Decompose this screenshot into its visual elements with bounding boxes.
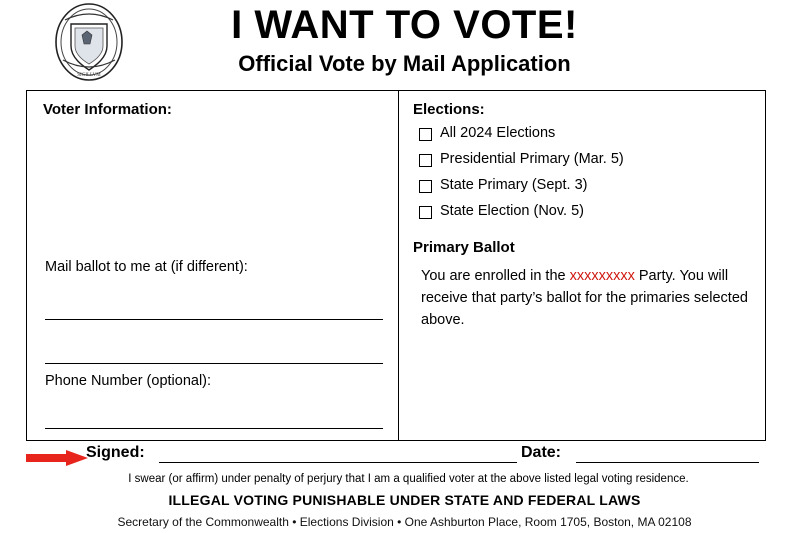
illegal-voting-warning: ILLEGAL VOTING PUNISHABLE UNDER STATE AND FEDERAL LAWS: [168, 492, 641, 508]
date-input-line[interactable]: [576, 462, 759, 463]
page-title: I WANT TO VOTE!: [231, 3, 578, 47]
checkbox-state-election[interactable]: [419, 206, 432, 219]
checkbox-label: All 2024 Elections: [440, 125, 556, 141]
checkbox-label: Presidential Primary (Mar. 5): [440, 151, 624, 167]
elections-column: [399, 91, 765, 440]
checkbox-state-primary[interactable]: [419, 180, 432, 193]
checkbox-all-2024-elections[interactable]: [419, 128, 432, 141]
checkbox-label: State Primary (Sept. 3): [440, 177, 588, 193]
date-label: Date:: [521, 444, 562, 461]
list-item[interactable]: [413, 177, 624, 194]
office-footer: Secretary of the Commonwealth • Elections Division • One Ashburton Place, Room 1705, Boston, MA 02108: [117, 515, 692, 529]
list-item[interactable]: [413, 203, 624, 220]
voter-information-column: [27, 91, 399, 440]
mail-address-line-2[interactable]: [45, 363, 383, 364]
red-arrow-icon: [26, 450, 88, 466]
party-enrollment-blank: xxxxxxxxx: [569, 268, 635, 284]
phone-number-label: Phone Number (optional):: [45, 373, 212, 389]
primary-ballot-text: [421, 265, 751, 331]
mail-ballot-address-label: Mail ballot to me at (if different):: [45, 259, 248, 275]
checkbox-label: State Election (Nov. 5): [440, 203, 584, 219]
checkbox-presidential-primary[interactable]: [419, 154, 432, 167]
application-form-box: [26, 90, 766, 441]
title-block: [0, 0, 799, 78]
list-item[interactable]: [413, 125, 624, 142]
primary-text-after: Party. You will receive that party’s ballot for the primaries selected above.: [421, 268, 748, 328]
signature-input-line[interactable]: [159, 462, 517, 463]
primary-ballot-heading: Primary Ballot: [413, 239, 515, 256]
voter-information-heading: Voter Information:: [43, 101, 172, 118]
page-subtitle: Official Vote by Mail Application: [238, 51, 571, 76]
elections-heading: Elections:: [413, 101, 485, 118]
signature-row: [26, 444, 766, 470]
elections-checklist: [413, 125, 624, 229]
list-item[interactable]: [413, 151, 624, 168]
signed-label: Signed:: [86, 444, 145, 461]
phone-number-line[interactable]: [45, 428, 383, 429]
mail-address-line-1[interactable]: [45, 319, 383, 320]
oath-statement: I swear (or affirm) under penalty of perjury that I am a qualified voter at the above listed legal voting residence.: [128, 473, 689, 485]
svg-text:SIGILLVM: SIGILLVM: [77, 73, 101, 78]
primary-text-before: You are enrolled in the: [421, 268, 570, 284]
document-header: [0, 0, 799, 88]
